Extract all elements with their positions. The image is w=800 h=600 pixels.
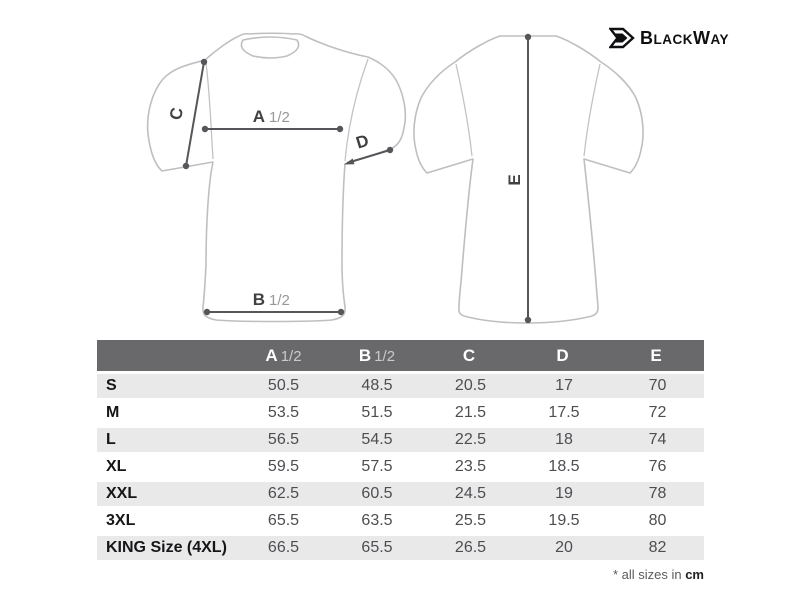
cell-value: 18.5 <box>548 458 580 475</box>
size-label: XXL <box>106 485 138 502</box>
measure-shoulder-sleeve-label: C <box>166 106 187 122</box>
measure-hem-fraction: 1/2 <box>269 292 290 309</box>
cell-value: 18 <box>555 431 573 448</box>
size-label: XL <box>106 458 127 475</box>
table-row-l <box>97 428 704 452</box>
cell-value: 82 <box>648 539 667 556</box>
size-label: 3XL <box>106 512 136 529</box>
measure-sleeve-hem-label: D <box>353 130 372 153</box>
size-table-header <box>97 340 704 371</box>
header-col-E: E <box>611 340 704 371</box>
header-col-C: C <box>424 340 517 371</box>
cell-value: 65.5 <box>267 512 300 529</box>
cell-value: 19.5 <box>548 512 580 529</box>
size-table <box>97 337 704 563</box>
header-col-A: A 1/2 <box>237 340 330 371</box>
measure-chest-fraction: 1/2 <box>269 109 290 126</box>
cell-value: 25.5 <box>454 512 487 529</box>
cell-value: 50.5 <box>267 377 300 394</box>
cell-value: 17.5 <box>548 404 580 421</box>
front-collar <box>241 37 298 58</box>
front-shirt-outline <box>148 33 406 321</box>
cell-value: 56.5 <box>267 431 300 448</box>
table-row-m <box>97 401 704 425</box>
measure-back-length-label: E <box>505 174 524 186</box>
cell-value: 74 <box>648 431 667 448</box>
cell-value: 60.5 <box>361 485 393 502</box>
cell-value: 22.5 <box>454 431 487 448</box>
cell-value: 53.5 <box>267 404 300 421</box>
delphin-arrow-icon <box>609 27 635 49</box>
size-label: L <box>106 431 116 448</box>
measure-chest-label: A <box>252 107 265 126</box>
cell-value: 23.5 <box>454 458 487 475</box>
brand-logo <box>609 27 729 49</box>
cell-value: 20 <box>555 539 573 556</box>
header-size-blank <box>97 340 237 371</box>
cell-value: 72 <box>648 404 667 421</box>
units-footnote: * all sizes in cm <box>612 567 704 582</box>
cell-value: 26.5 <box>454 539 487 556</box>
cell-value: 65.5 <box>361 539 393 556</box>
cell-value: 78 <box>648 485 667 502</box>
table-row-3xl <box>97 509 704 533</box>
cell-value: 24.5 <box>454 485 487 502</box>
brand-name: BLACKWAY <box>640 27 730 48</box>
cell-value: 59.5 <box>267 458 300 475</box>
cell-value: 62.5 <box>267 485 300 502</box>
cell-value: 48.5 <box>361 377 393 394</box>
table-row-king-4xl <box>97 536 704 560</box>
cell-value: 17 <box>555 377 573 394</box>
cell-value: 19 <box>555 485 573 502</box>
table-row-s <box>97 374 704 398</box>
cell-value: 20.5 <box>454 377 487 394</box>
cell-value: 21.5 <box>454 404 487 421</box>
front-shirt <box>148 33 406 321</box>
table-row-xl <box>97 455 704 479</box>
header-col-B: B 1/2 <box>330 340 424 371</box>
measure-hem-label: B <box>252 290 265 309</box>
cell-value: 80 <box>648 512 667 529</box>
cell-value: 54.5 <box>361 431 393 448</box>
size-label: S <box>106 377 117 394</box>
cell-value: 51.5 <box>361 404 393 421</box>
size-label: KING Size (4XL) <box>106 539 227 556</box>
cell-value: 57.5 <box>361 458 393 475</box>
table-row-xxl <box>97 482 704 506</box>
size-label: M <box>106 404 120 421</box>
cell-value: 70 <box>648 377 667 394</box>
header-col-D: D <box>517 340 611 371</box>
cell-value: 63.5 <box>361 512 393 529</box>
cell-value: 66.5 <box>267 539 300 556</box>
unit-cm: cm <box>685 567 704 582</box>
cell-value: 76 <box>648 458 667 475</box>
